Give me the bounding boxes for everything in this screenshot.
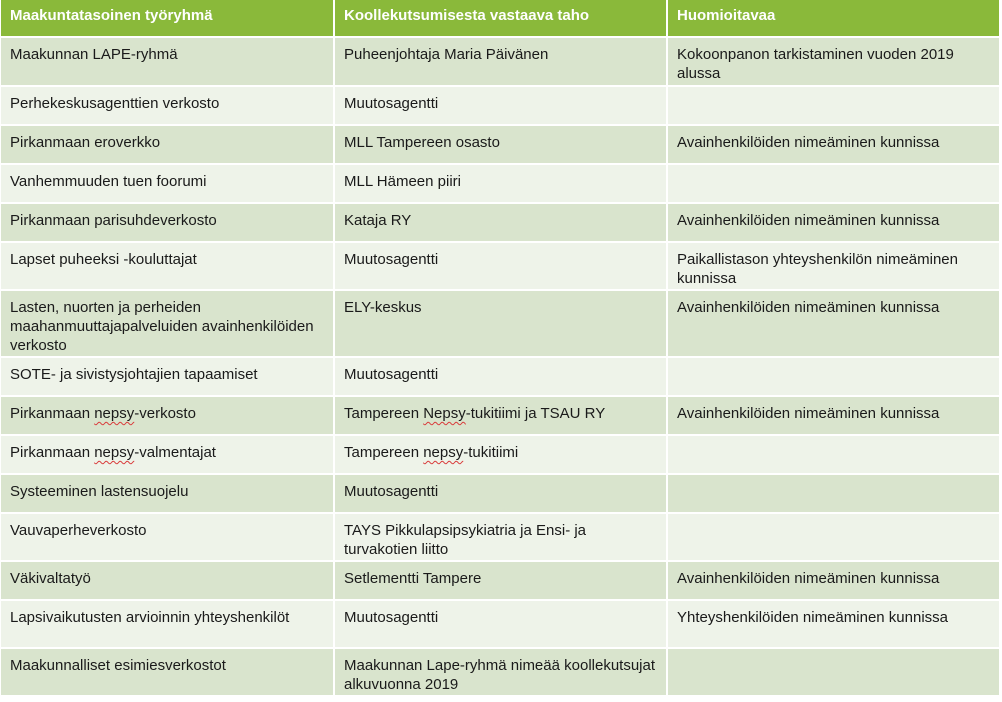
header-convener: Koollekutsumisesta vastaava taho [334, 0, 667, 37]
convener-cell: Kataja RY [334, 203, 667, 242]
convener-text: Tampereen [344, 405, 424, 422]
group-cell: Väkivaltatyö [1, 561, 334, 600]
convener-text: -tukitiimi ja TSAU RY [465, 405, 606, 422]
group-cell: SOTE- ja sivistysjohtajien tapaamiset [1, 357, 334, 396]
table-row [1, 396, 1000, 435]
group-cell: Lapsivaikutusten arvioinnin yhteyshenkilöt [1, 600, 334, 648]
group-text: Pirkanmaan [10, 444, 95, 461]
group-cell: Systeeminen lastensuojelu [1, 474, 334, 513]
table-row [1, 600, 1000, 648]
group-cell: Maakunnalliset esimiesverkostot [1, 648, 334, 696]
table-row [1, 648, 1000, 696]
table-row [1, 357, 1000, 396]
convener-cell: Muutosagentti [334, 600, 667, 648]
note-cell [667, 357, 1000, 396]
note-cell: Avainhenkilöiden nimeäminen kunnissa [667, 396, 1000, 435]
note-cell [667, 474, 1000, 513]
group-text: -valmentajat [134, 444, 216, 461]
convener-cell: Maakunnan Lape-ryhmä nimeää koollekutsujat alkuvuonna 2019 [334, 648, 667, 696]
convener-cell: Muutosagentti [334, 242, 667, 290]
group-cell: Pirkanmaan parisuhdeverkosto [1, 203, 334, 242]
group-cell: Perhekeskusagenttien verkosto [1, 86, 334, 125]
spellcheck-word: nepsy [94, 444, 135, 461]
group-cell: Vauvaperheverkosto [1, 513, 334, 561]
table-row [1, 203, 1000, 242]
convener-cell: Muutosagentti [334, 357, 667, 396]
note-cell: Avainhenkilöiden nimeäminen kunnissa [667, 561, 1000, 600]
header-group: Maakuntatasoinen työryhmä [1, 0, 334, 37]
table-row [1, 125, 1000, 164]
convener-cell: Muutosagentti [334, 86, 667, 125]
note-cell [667, 86, 1000, 125]
header-row [1, 0, 1000, 37]
group-cell [1, 396, 334, 435]
group-cell: Lasten, nuorten ja perheiden maahanmuuttajapalveluiden avainhenkilöiden verkosto [1, 290, 334, 357]
table-row [1, 37, 1000, 86]
convener-cell: Puheenjohtaja Maria Päivänen [334, 37, 667, 86]
group-cell: Vanhemmuuden tuen foorumi [1, 164, 334, 203]
convener-text: -tukitiimi [463, 444, 519, 461]
note-cell [667, 513, 1000, 561]
header-note: Huomioitavaa [667, 0, 1000, 37]
note-cell: Yhteyshenkilöiden nimeäminen kunnissa [667, 600, 1000, 648]
note-cell: Kokoonpanon tarkistaminen vuoden 2019 alussa [667, 37, 1000, 86]
spellcheck-word: Nepsy [423, 405, 466, 422]
convener-cell: Muutosagentti [334, 474, 667, 513]
convener-cell: Setlementti Tampere [334, 561, 667, 600]
table-row [1, 435, 1000, 474]
note-cell [667, 648, 1000, 696]
note-cell: Avainhenkilöiden nimeäminen kunnissa [667, 125, 1000, 164]
spellcheck-word: nepsy [423, 444, 464, 461]
table-row [1, 290, 1000, 357]
working-groups-table [1, 0, 1001, 697]
convener-cell [334, 396, 667, 435]
convener-cell: ELY-keskus [334, 290, 667, 357]
convener-text: Tampereen [344, 444, 424, 461]
note-cell [667, 164, 1000, 203]
note-cell: Avainhenkilöiden nimeäminen kunnissa [667, 203, 1000, 242]
table-row [1, 561, 1000, 600]
table-row [1, 86, 1000, 125]
table-row [1, 513, 1000, 561]
convener-cell [334, 435, 667, 474]
spellcheck-word: nepsy [94, 405, 135, 422]
convener-cell: TAYS Pikkulapsipsykiatria ja Ensi- ja turvakotien liitto [334, 513, 667, 561]
table-row [1, 242, 1000, 290]
convener-cell: MLL Tampereen osasto [334, 125, 667, 164]
convener-cell: MLL Hämeen piiri [334, 164, 667, 203]
table-row [1, 164, 1000, 203]
note-cell: Avainhenkilöiden nimeäminen kunnissa [667, 290, 1000, 357]
group-text: -verkosto [134, 405, 196, 422]
table-row [1, 474, 1000, 513]
group-cell: Maakunnan LAPE-ryhmä [1, 37, 334, 86]
group-cell: Pirkanmaan eroverkko [1, 125, 334, 164]
group-cell [1, 435, 334, 474]
note-cell [667, 435, 1000, 474]
group-text: Pirkanmaan [10, 405, 95, 422]
group-cell: Lapset puheeksi -kouluttajat [1, 242, 334, 290]
note-cell: Paikallistason yhteyshenkilön nimeäminen kunnissa [667, 242, 1000, 290]
